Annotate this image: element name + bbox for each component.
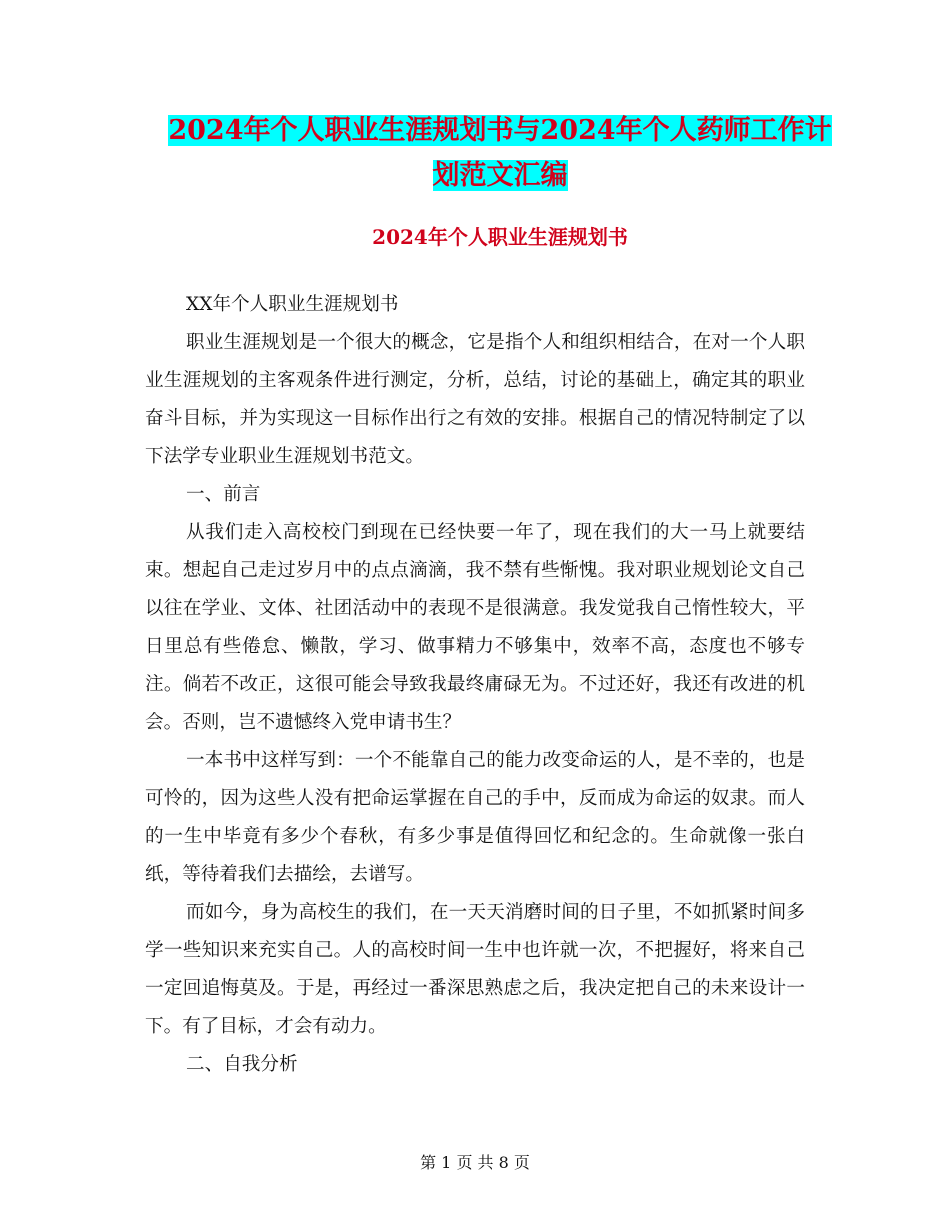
paragraph-quote: 一本书中这样写到：一个不能靠自己的能力改变命运的人，是不幸的，也是可怜的，因为这些人没有把命运掌握在自己的手中，反而成为命运的奴隶。而人的一生中毕竟有多少个春秋，有多少事是值得回忆和纪念的。生命就像一张白纸，等待着我们去描绘，去谱写。: [145, 750, 805, 885]
heading-self-analysis: 二、自我分析: [186, 1054, 298, 1075]
document-title-line-2: [140, 153, 860, 199]
document-title-text-2: 划范文汇编: [432, 160, 568, 191]
document-title-text-1: 2024年个人职业生涯规划书与2024年个人药师工作计: [168, 115, 832, 146]
page-footer: 第 1 页 共 8 页: [420, 1153, 530, 1172]
paragraph-preface: 从我们走入高校校门到现在已经快要一年了，现在我们的大一马上就要结束。想起自己走过岁月中的点点滴滴，我不禁有些惭愧。我对职业规划论文自己以往在学业、文体、社团活动中的表现不是很满意。我发觉我自己惰性较大，平日里总有些倦怠、懒散，学习、做事精力不够集中，效率不高，态度也不够专注。倘若不改正，这很可能会导致我最终庸碌无为。不过还好，我还有改进的机会。否则，岂不遗憾终入党申请书生？: [145, 522, 805, 733]
section-title: 2024年个人职业生涯规划书: [372, 225, 628, 249]
paragraph-now: 而如今，身为高校生的我们，在一天天消磨时间的日子里，不如抓紧时间多学一些知识来充实自己。人的高校时间一生中也许就一次，不把握好，将来自己一定回追悔莫及。于是，再经过一番深思熟虑之后，我决定把自己的未来设计一下。有了目标，才会有动力。: [145, 902, 805, 1037]
document-title-line-1: [140, 108, 860, 154]
paragraph-intro: 职业生涯规划是一个很大的概念，它是指个人和组织相结合，在对一个人职业生涯规划的主客观条件进行测定，分析，总结，讨论的基础上，确定其的职业奋斗目标，并为实现这一目标作出行之有效的安排。根据自己的情况特制定了以下法学专业职业生涯规划书范文。: [145, 332, 805, 467]
paragraph-subtitle: XX年个人职业生涯规划书: [186, 294, 399, 315]
heading-preface: 一、前言: [186, 484, 261, 505]
document-body: [145, 286, 805, 1084]
